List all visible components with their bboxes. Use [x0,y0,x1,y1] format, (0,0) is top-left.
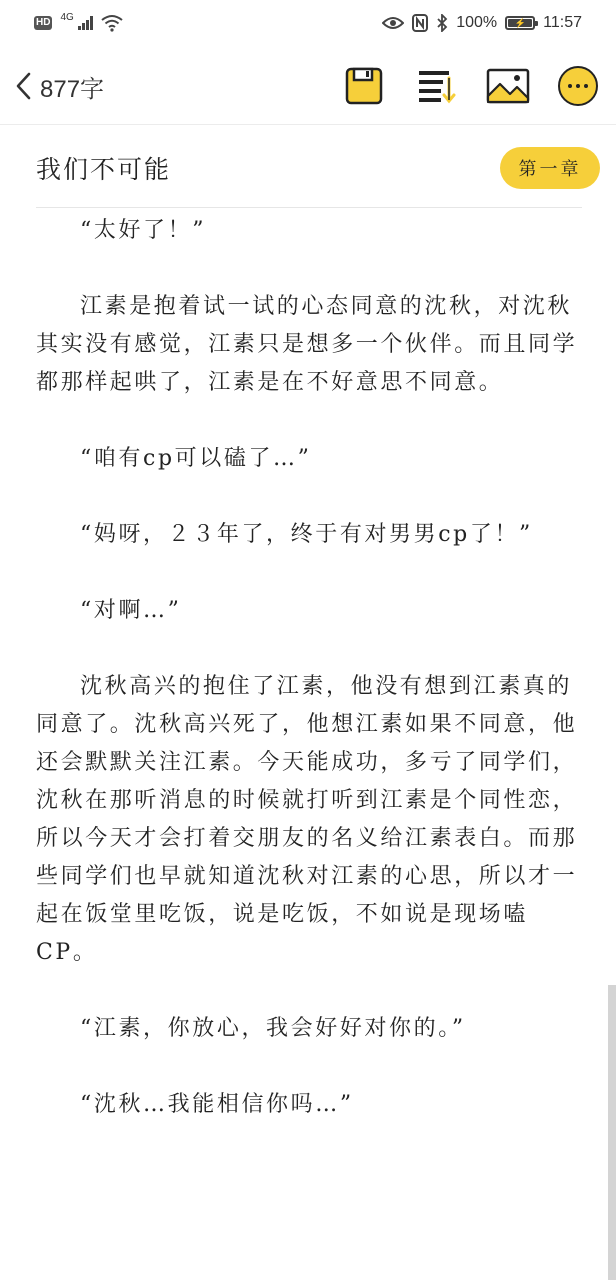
paragraph: 江素是抱着试一试的心态同意的沈秋，对沈秋其实没有感觉，江素只是想多一个伙伴。而且同学都那样起哄了，江素是在不好意思不同意。 [36,294,578,395]
scrollbar-thumb[interactable] [608,985,616,1280]
save-icon [344,66,384,106]
sort-list-button[interactable] [414,64,458,108]
image-icon [486,66,530,106]
paragraph: “咱有cp可以磕了…” [80,446,312,471]
paragraph: “妈呀，２３年了，终于有对男男cp了！” [80,522,533,547]
clock: 11:57 [543,14,582,31]
paragraph: “江素，你放心，我会好好对你的。” [80,1016,466,1041]
paragraph: “对啊…” [80,598,182,623]
paragraph: “沈秋…我能相信你吗…” [80,1092,354,1117]
word-count: 877字 [40,75,105,103]
paragraph: 沈秋高兴的抱住了江素，他没有想到江素真的同意了。沈秋高兴死了，他想江素如果不同意，他还会默默关注江素。今天能成功，多亏了同学们，沈秋在那听消息的时候就打听到江素是个同性恋，所以今天才会打着交朋友的名义给江素表白。而那些同学们也早就知道沈秋对江素的心思，所以才一起在饭堂里吃饭，说是吃饭，不如说是现场嗑CP。 [36,674,578,965]
chapter-select-button[interactable]: 第一章 [500,147,600,189]
hd-badge: HD [36,17,51,28]
signal-icon [78,16,93,30]
insert-image-button[interactable] [486,64,530,108]
wifi-icon [101,14,123,32]
eye-icon [382,16,404,30]
chapter-title[interactable]: 我们不可能 [36,155,172,184]
more-icon[interactable] [558,66,598,106]
status-bar-left [34,11,123,32]
sort-list-icon [416,66,456,106]
chapter-body[interactable] [36,212,584,1162]
bluetooth-icon [436,14,448,32]
battery-percent: 100% [456,14,498,31]
back-button[interactable] [14,69,104,104]
toolbar-divider [0,124,616,125]
toolbar-actions [342,64,598,108]
status-bar [0,0,616,46]
chapter-header [36,140,600,196]
title-divider [36,207,582,208]
paragraph: “太好了！” [80,218,207,243]
chevron-left-icon [14,71,34,101]
nfc-icon [412,14,428,32]
editor-toolbar [0,50,616,122]
status-bar-right [382,14,582,32]
save-button[interactable] [342,64,386,108]
network-type: 4G [60,11,74,23]
battery-icon: ⚡ [505,16,535,30]
